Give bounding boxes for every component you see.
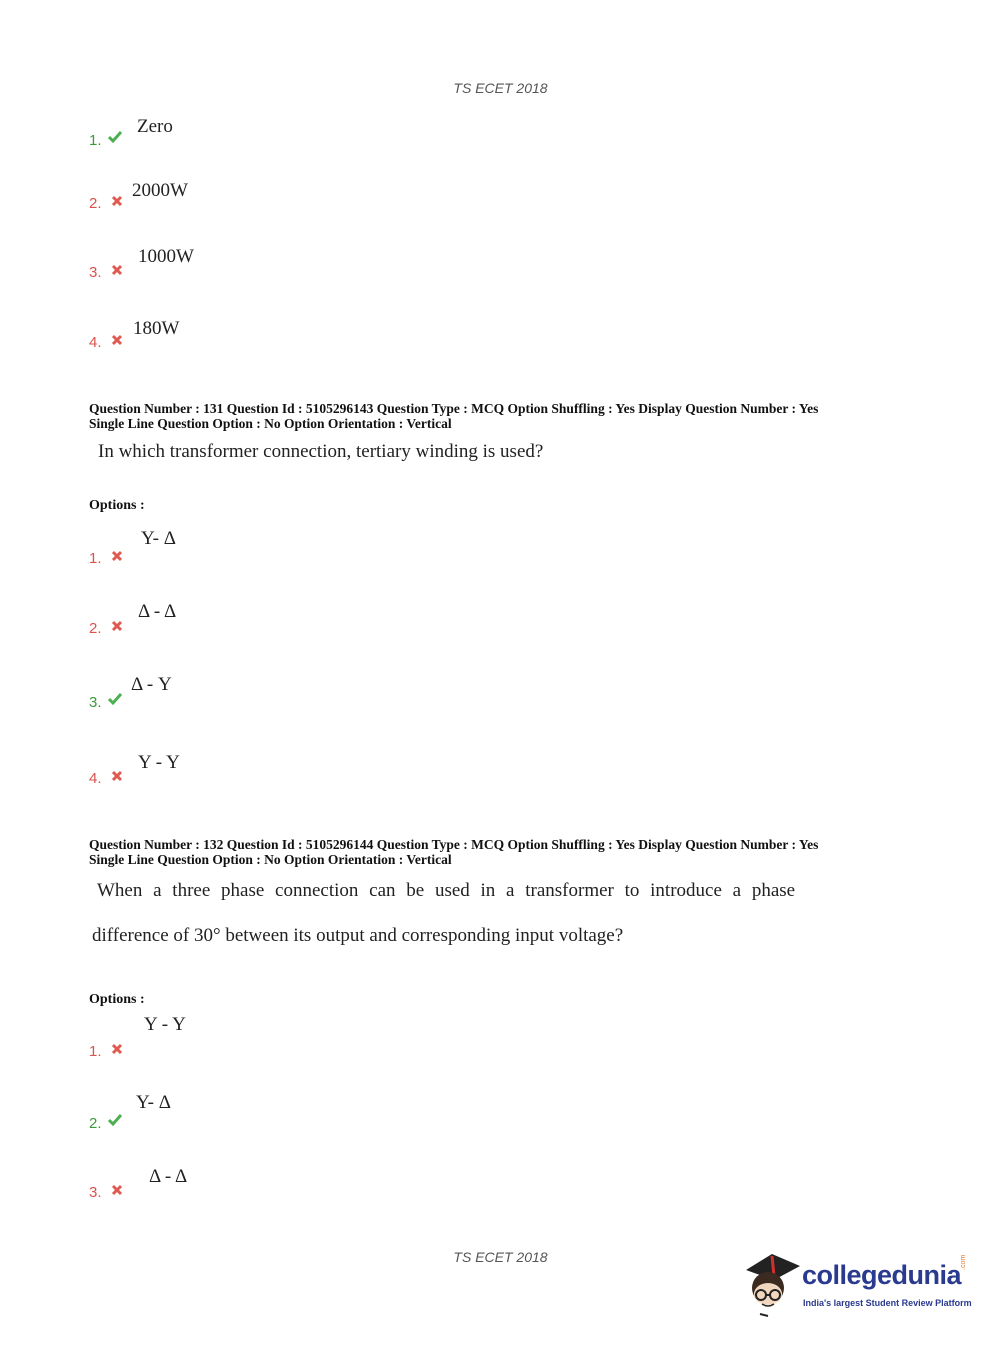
option-number: 3. bbox=[89, 1184, 102, 1201]
cross-icon bbox=[110, 769, 124, 783]
question-text-line: When a three phase connection can be used in a transformer to introduce a phase bbox=[97, 880, 796, 901]
question-meta-line: Question Number : 131 Question Id : 5105296143 Question Type : MCQ Option Shuffling : Yes Display Question Number : Yes bbox=[89, 401, 819, 416]
question-meta-line: Question Number : 132 Question Id : 5105296144 Question Type : MCQ Option Shuffling : Yes Display Question Number : Yes bbox=[89, 837, 819, 852]
cross-icon bbox=[110, 263, 124, 277]
logo-suffix: .com bbox=[960, 1254, 967, 1270]
option-number: 2. bbox=[89, 620, 102, 637]
question-meta-line: Single Line Question Option : No Option Orientation : Vertical bbox=[89, 416, 452, 431]
option-number: 2. bbox=[89, 1115, 102, 1132]
logo-tagline: India's largest Student Review Platform bbox=[803, 1298, 972, 1308]
options-label: Options : bbox=[89, 498, 145, 513]
check-icon bbox=[108, 1113, 122, 1127]
question-meta bbox=[89, 401, 818, 431]
cross-icon bbox=[110, 549, 124, 563]
cross-icon bbox=[110, 1183, 124, 1197]
option-text: Δ - Δ bbox=[138, 601, 177, 622]
option-text: Y - Y bbox=[144, 1014, 186, 1035]
question-meta bbox=[89, 837, 818, 867]
cross-icon bbox=[110, 194, 124, 208]
option-number: 4. bbox=[89, 770, 102, 787]
option-text: Zero bbox=[137, 116, 173, 137]
option-number: 1. bbox=[89, 132, 102, 149]
option-number: 2. bbox=[89, 195, 102, 212]
option-text: Δ - Δ bbox=[149, 1166, 188, 1187]
option-text: Y- Δ bbox=[141, 528, 176, 549]
option-text: 180W bbox=[133, 318, 180, 339]
option-number: 1. bbox=[89, 1043, 102, 1060]
question-meta-line: Single Line Question Option : No Option Orientation : Vertical bbox=[89, 852, 452, 867]
option-text: Y- Δ bbox=[136, 1092, 171, 1113]
option-number: 3. bbox=[89, 694, 102, 711]
mascot-icon bbox=[742, 1248, 802, 1318]
page-footer: TS ECET 2018 bbox=[453, 1249, 548, 1265]
options-label: Options : bbox=[89, 992, 145, 1007]
cross-icon bbox=[110, 333, 124, 347]
option-text: Δ - Y bbox=[131, 674, 172, 695]
option-text: 1000W bbox=[138, 246, 194, 267]
option-text: 2000W bbox=[132, 180, 188, 201]
check-icon bbox=[108, 130, 122, 144]
option-number: 3. bbox=[89, 264, 102, 281]
check-icon bbox=[108, 692, 122, 706]
cross-icon bbox=[110, 619, 124, 633]
option-number: 1. bbox=[89, 550, 102, 567]
question-text: In which transformer connection, tertiary winding is used? bbox=[98, 441, 544, 462]
option-text: Y - Y bbox=[138, 752, 180, 773]
cross-icon bbox=[110, 1042, 124, 1056]
collegedunia-logo bbox=[742, 1248, 972, 1320]
question-text-line: difference of 30° between its output and corresponding input voltage? bbox=[92, 925, 624, 946]
page-header: TS ECET 2018 bbox=[453, 80, 548, 96]
option-number: 4. bbox=[89, 334, 102, 351]
logo-text: collegedunia bbox=[802, 1260, 962, 1290]
